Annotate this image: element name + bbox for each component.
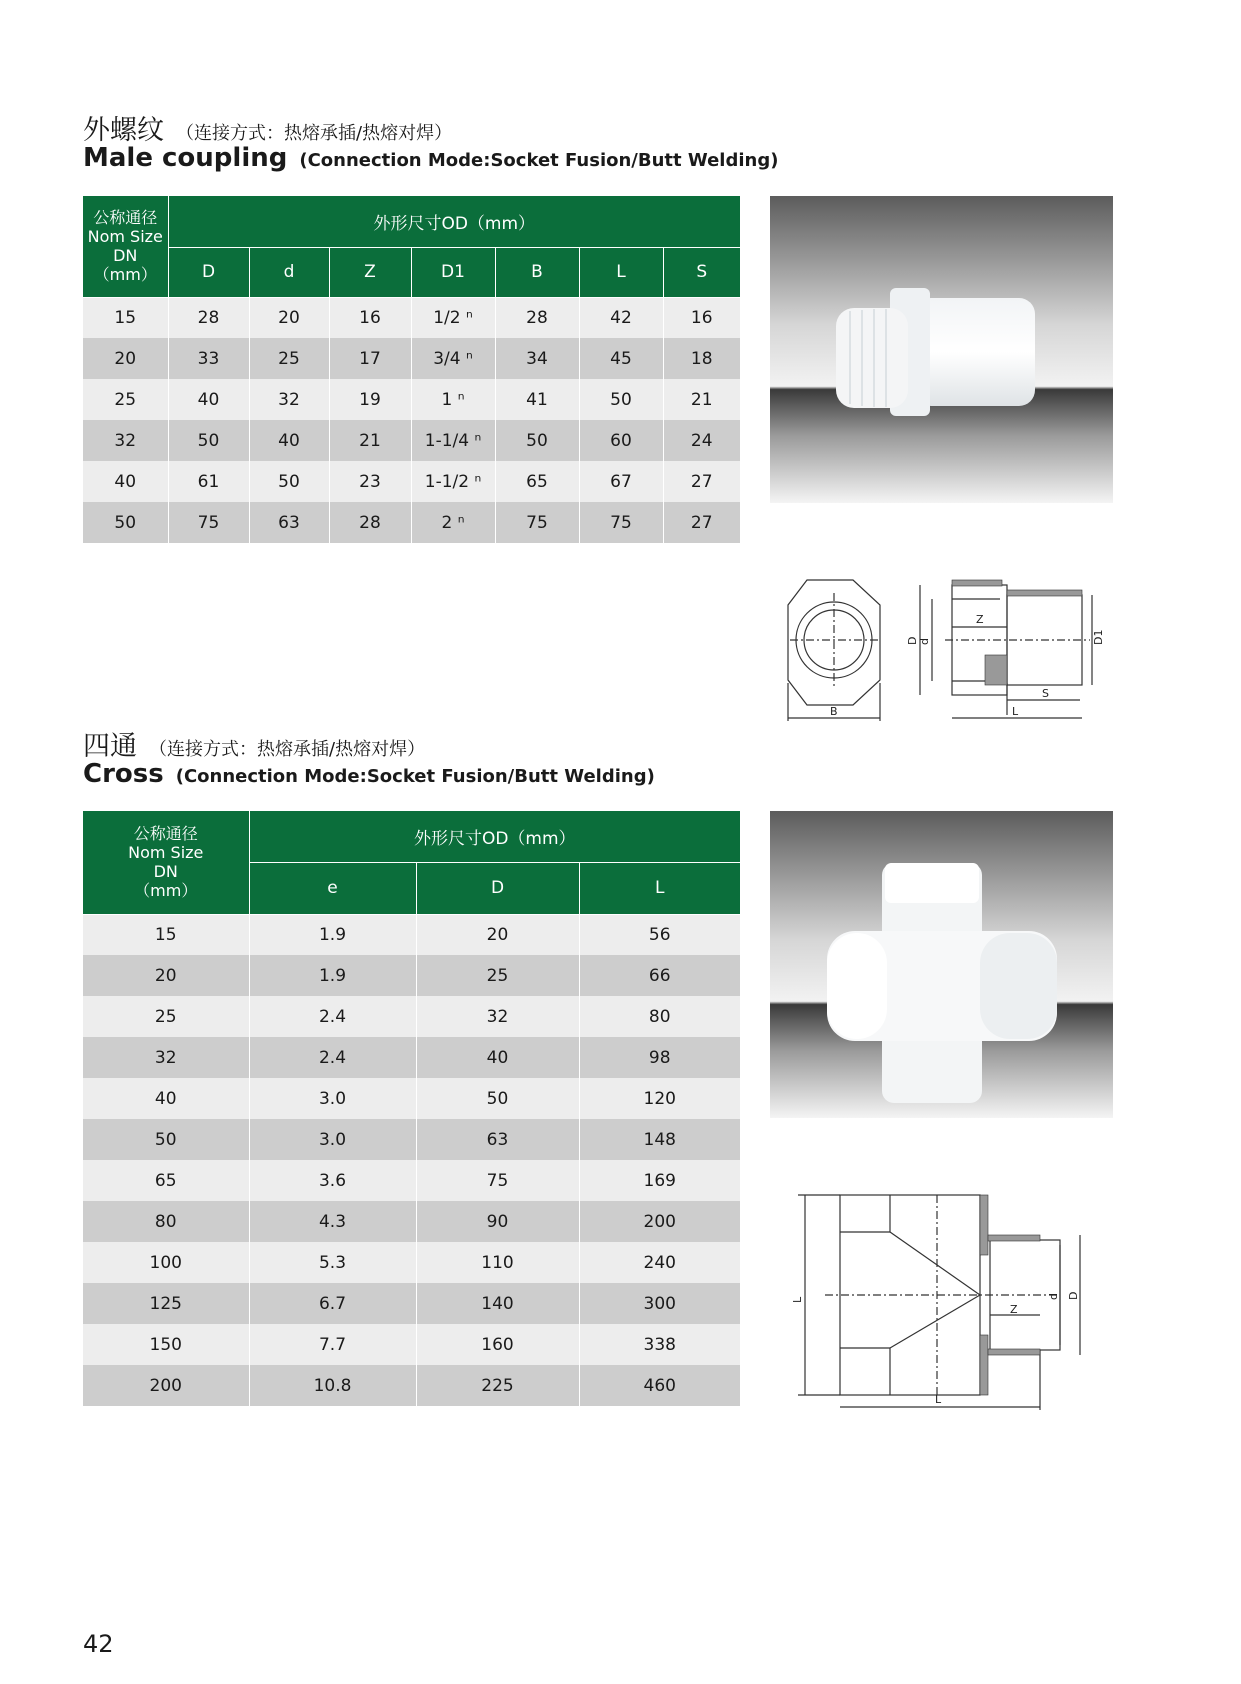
label-s: S	[1042, 687, 1049, 700]
column-header: Z	[329, 247, 411, 297]
value-cell: 50	[168, 420, 249, 461]
label-l: L	[1012, 705, 1019, 718]
value-cell: 1/2 ⁿ	[411, 297, 495, 338]
value-cell: 338	[579, 1324, 740, 1365]
value-cell: 80	[579, 996, 740, 1037]
section1-mode-en: (Connection Mode:Socket Fusion/Butt Welding)	[299, 150, 779, 171]
table-row	[83, 1037, 740, 1078]
table-row	[83, 379, 740, 420]
value-cell: 40	[416, 1037, 579, 1078]
nom-size-cell: 32	[83, 420, 168, 461]
value-cell: 18	[663, 338, 740, 379]
value-cell: 16	[663, 297, 740, 338]
value-cell: 20	[249, 297, 329, 338]
cross-photo	[770, 811, 1113, 1118]
od-header: 外形尺寸OD（mm）	[168, 196, 740, 247]
table-row	[83, 914, 740, 955]
section2-title-cn: 四通	[83, 731, 137, 762]
nom-size-cell: 15	[83, 914, 249, 955]
value-cell: 63	[416, 1119, 579, 1160]
nom-size-cell: 40	[83, 461, 168, 502]
nom-size-cell: 125	[83, 1283, 249, 1324]
label-z: Z	[976, 613, 984, 626]
nom-size-header	[83, 811, 249, 914]
value-cell: 98	[579, 1037, 740, 1078]
dn-header-line: DN	[153, 862, 178, 882]
table-row	[83, 955, 740, 996]
page-number: 42	[83, 1630, 114, 1658]
section2-title-en: Cross	[83, 759, 164, 789]
value-cell: 3.0	[249, 1119, 416, 1160]
value-cell: 41	[495, 379, 579, 420]
dn-header-line: 公称通径	[93, 208, 158, 228]
label-d1: D1	[1092, 629, 1105, 645]
value-cell: 1.9	[249, 955, 416, 996]
value-cell: 110	[416, 1242, 579, 1283]
value-cell: 27	[663, 502, 740, 543]
value-cell: 90	[416, 1201, 579, 1242]
value-cell: 28	[168, 297, 249, 338]
label-z: Z	[1010, 1303, 1018, 1316]
value-cell: 23	[329, 461, 411, 502]
label-d-outer: D	[906, 636, 919, 645]
value-cell: 10.8	[249, 1365, 416, 1406]
dn-header-line: Nom Size	[128, 843, 204, 863]
value-cell: 28	[329, 502, 411, 543]
nom-size-cell: 50	[83, 1119, 249, 1160]
value-cell: 56	[579, 914, 740, 955]
section1-title-en-line	[83, 143, 778, 173]
section1-title-cn-line	[83, 108, 452, 147]
value-cell: 21	[663, 379, 740, 420]
value-cell: 19	[329, 379, 411, 420]
value-cell: 140	[416, 1283, 579, 1324]
value-cell: 2.4	[249, 1037, 416, 1078]
table-row	[83, 461, 740, 502]
value-cell: 148	[579, 1119, 740, 1160]
section2-mode-en: (Connection Mode:Socket Fusion/Butt Welding)	[175, 766, 655, 787]
value-cell: 3.6	[249, 1160, 416, 1201]
cross-table	[83, 811, 740, 1406]
dn-header-line: Nom Size	[87, 227, 163, 247]
value-cell: 7.7	[249, 1324, 416, 1365]
nom-size-cell: 100	[83, 1242, 249, 1283]
dn-header-line: 公称通径	[133, 824, 198, 844]
column-header: D1	[411, 247, 495, 297]
section2-title-cn-line	[83, 724, 425, 763]
value-cell: 50	[495, 420, 579, 461]
value-cell: 75	[416, 1160, 579, 1201]
label-l-bottom: L	[935, 1393, 942, 1406]
value-cell: 75	[168, 502, 249, 543]
value-cell: 63	[249, 502, 329, 543]
hatch-top	[952, 580, 1002, 586]
table-row	[83, 1119, 740, 1160]
value-cell: 50	[249, 461, 329, 502]
table-row	[83, 1283, 740, 1324]
nom-size-cell: 15	[83, 297, 168, 338]
nom-size-cell: 20	[83, 955, 249, 996]
section2-mode-cn: （连接方式：热熔承插/热熔对焊）	[149, 739, 426, 760]
column-header: L	[579, 862, 740, 914]
nom-size-cell: 150	[83, 1324, 249, 1365]
table-row	[83, 297, 740, 338]
value-cell: 50	[579, 379, 663, 420]
cross-image	[770, 811, 1113, 1118]
nom-size-cell: 200	[83, 1365, 249, 1406]
value-cell: 60	[579, 420, 663, 461]
value-cell: 17	[329, 338, 411, 379]
value-cell: 32	[416, 996, 579, 1037]
value-cell: 40	[168, 379, 249, 420]
section1-title-en: Male coupling	[83, 143, 288, 173]
column-header: D	[416, 862, 579, 914]
value-cell: 2 ⁿ	[411, 502, 495, 543]
value-cell: 66	[579, 955, 740, 996]
value-cell: 65	[495, 461, 579, 502]
value-cell: 3/4 ⁿ	[411, 338, 495, 379]
column-header: B	[495, 247, 579, 297]
value-cell: 32	[249, 379, 329, 420]
value-cell: 3.0	[249, 1078, 416, 1119]
dn-header-line: DN	[113, 246, 138, 266]
label-b: B	[830, 705, 838, 718]
dn-header-line: （mm）	[134, 881, 198, 901]
table-row	[83, 1242, 740, 1283]
value-cell: 40	[249, 420, 329, 461]
table-row	[83, 1078, 740, 1119]
nom-size-cell: 25	[83, 996, 249, 1037]
value-cell: 28	[495, 297, 579, 338]
nom-size-cell: 25	[83, 379, 168, 420]
label-d-inner: d	[918, 638, 931, 645]
value-cell: 67	[579, 461, 663, 502]
table-row	[83, 1365, 740, 1406]
column-header: e	[249, 862, 416, 914]
value-cell: 25	[416, 955, 579, 996]
cross-drawing	[791, 1185, 1095, 1410]
label-d-outer: D	[1067, 1291, 1080, 1300]
column-header: D	[168, 247, 249, 297]
value-cell: 160	[416, 1324, 579, 1365]
value-cell: 120	[579, 1078, 740, 1119]
value-cell: 225	[416, 1365, 579, 1406]
value-cell: 169	[579, 1160, 740, 1201]
value-cell: 1-1/4 ⁿ	[411, 420, 495, 461]
male-coupling-drawing	[780, 575, 1110, 725]
od-header: 外形尺寸OD（mm）	[249, 811, 740, 862]
value-cell: 2.4	[249, 996, 416, 1037]
value-cell: 75	[579, 502, 663, 543]
value-cell: 27	[663, 461, 740, 502]
table-row	[83, 1160, 740, 1201]
value-cell: 1-1/2 ⁿ	[411, 461, 495, 502]
table-row	[83, 502, 740, 543]
column-header: L	[579, 247, 663, 297]
section1-mode-cn: （连接方式：热熔承插/热熔对焊）	[176, 123, 453, 144]
column-header: d	[249, 247, 329, 297]
value-cell: 24	[663, 420, 740, 461]
table-row	[83, 420, 740, 461]
label-d-inner: d	[1047, 1293, 1060, 1300]
nom-size-cell: 50	[83, 502, 168, 543]
value-cell: 6.7	[249, 1283, 416, 1324]
nom-size-header	[83, 196, 168, 297]
value-cell: 25	[249, 338, 329, 379]
nom-size-cell: 32	[83, 1037, 249, 1078]
hatch-top	[980, 1195, 988, 1255]
value-cell: 16	[329, 297, 411, 338]
nom-size-cell: 80	[83, 1201, 249, 1242]
nom-size-cell: 20	[83, 338, 168, 379]
value-cell: 1.9	[249, 914, 416, 955]
male-coupling-table	[83, 196, 740, 543]
value-cell: 21	[329, 420, 411, 461]
value-cell: 240	[579, 1242, 740, 1283]
value-cell: 45	[579, 338, 663, 379]
value-cell: 4.3	[249, 1201, 416, 1242]
dn-header-line: （mm）	[93, 265, 157, 285]
male-coupling-photo	[770, 196, 1113, 503]
section2-title-en-line	[83, 759, 655, 789]
value-cell: 34	[495, 338, 579, 379]
section1-title-cn: 外螺纹	[83, 115, 164, 146]
table-row	[83, 1324, 740, 1365]
nom-size-cell: 40	[83, 1078, 249, 1119]
table-row	[83, 996, 740, 1037]
column-header: S	[663, 247, 740, 297]
value-cell: 61	[168, 461, 249, 502]
table-row	[83, 1201, 740, 1242]
table-row	[83, 338, 740, 379]
value-cell: 20	[416, 914, 579, 955]
value-cell: 300	[579, 1283, 740, 1324]
value-cell: 5.3	[249, 1242, 416, 1283]
value-cell: 460	[579, 1365, 740, 1406]
value-cell: 75	[495, 502, 579, 543]
label-l-left: L	[791, 1296, 804, 1303]
value-cell: 42	[579, 297, 663, 338]
value-cell: 33	[168, 338, 249, 379]
value-cell: 200	[579, 1201, 740, 1242]
male-coupling-image	[770, 196, 1113, 503]
value-cell: 1 ⁿ	[411, 379, 495, 420]
nom-size-cell: 65	[83, 1160, 249, 1201]
value-cell: 50	[416, 1078, 579, 1119]
